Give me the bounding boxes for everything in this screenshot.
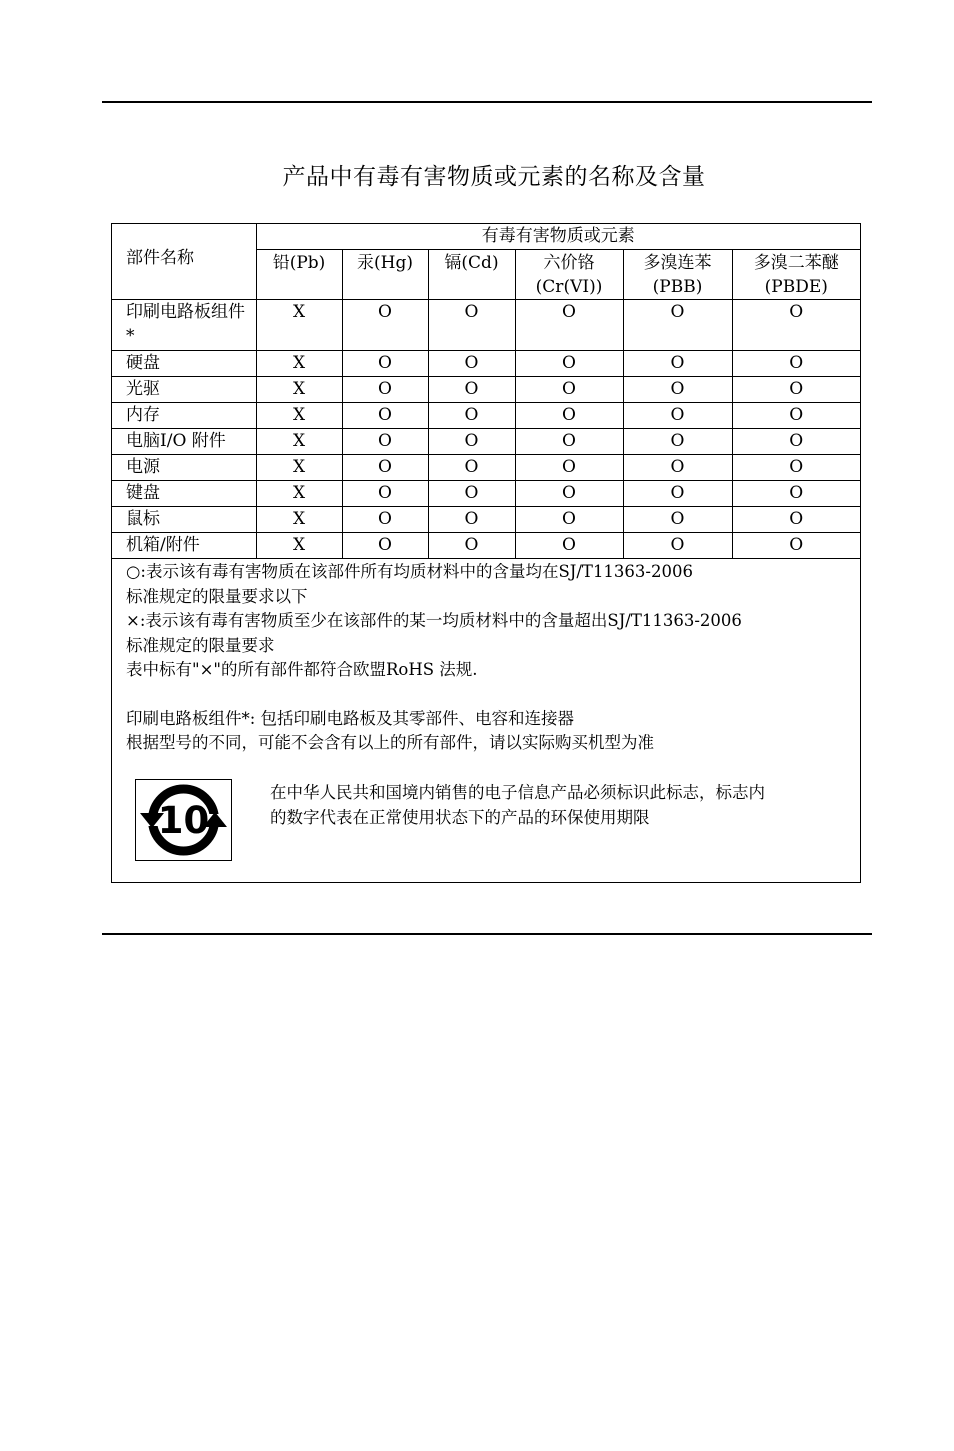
value-cell: X <box>256 403 342 429</box>
substance-header: 镉(Cd) <box>428 250 515 300</box>
value-cell: O <box>623 300 732 351</box>
value-cell: X <box>256 429 342 455</box>
value-cell: O <box>623 351 732 377</box>
substance-header: 多溴二苯醚 (PBDE) <box>732 250 860 300</box>
table-row <box>112 377 860 403</box>
substance-header: 铅(Pb) <box>256 250 342 300</box>
value-cell: O <box>515 403 623 429</box>
pcb-note: 印刷电路板组件*: 包括印刷电路板及其零部件、电容和连接器 <box>126 708 575 728</box>
part-name-cell: 电源 <box>112 455 256 481</box>
substance-header: 汞(Hg) <box>342 250 428 300</box>
value-cell: O <box>342 377 428 403</box>
value-cell: X <box>256 377 342 403</box>
value-cell: O <box>342 507 428 533</box>
logo-number: 10 <box>157 799 210 842</box>
epup-logo <box>135 779 232 861</box>
substance-header: 多溴连苯 (PBB) <box>623 250 732 300</box>
value-cell: O <box>428 429 515 455</box>
value-cell: O <box>623 455 732 481</box>
value-cell: O <box>732 533 860 559</box>
value-cell: O <box>732 351 860 377</box>
value-cell: X <box>256 351 342 377</box>
value-cell: X <box>256 300 342 351</box>
value-cell: O <box>515 300 623 351</box>
page-title: 产品中有毒有害物质或元素的名称及含量 <box>282 164 706 190</box>
substance-table-frame <box>111 223 861 883</box>
model-note: 根据型号的不同，可能不会含有以上的所有部件，请以实际购买机型为准 <box>126 733 654 752</box>
x-legend-line: 标准规定的限量要求 <box>126 635 275 655</box>
value-cell: O <box>515 507 623 533</box>
table-header-row <box>112 224 860 250</box>
value-cell: X <box>256 507 342 533</box>
part-name-cell: 光驱 <box>112 377 256 403</box>
value-cell: O <box>732 507 860 533</box>
value-cell: O <box>515 377 623 403</box>
value-cell: O <box>428 455 515 481</box>
value-cell: O <box>732 455 860 481</box>
substance-table <box>112 224 860 559</box>
value-cell: O <box>428 300 515 351</box>
top-rule <box>102 101 872 103</box>
value-cell: O <box>342 455 428 481</box>
rohs-note: 表中标有"×"的所有部件都符合欧盟RoHS 法规. <box>126 660 478 679</box>
value-cell: X <box>256 455 342 481</box>
value-cell: O <box>428 351 515 377</box>
bottom-rule <box>102 933 872 935</box>
value-cell: O <box>623 507 732 533</box>
value-cell: O <box>428 403 515 429</box>
legend-notes <box>126 560 846 756</box>
value-cell: O <box>623 533 732 559</box>
substance-group-header: 有毒有害物质或元素 <box>256 224 860 250</box>
x-legend-line: ×:表示该有毒有害物质至少在该部件的某一均质材料中的含量超出SJ/T11363-2006 <box>126 611 742 630</box>
o-legend-line: 标准规定的限量要求以下 <box>126 586 308 606</box>
value-cell: O <box>428 377 515 403</box>
value-cell: O <box>342 429 428 455</box>
value-cell: O <box>623 377 732 403</box>
value-cell: O <box>515 455 623 481</box>
spacer <box>126 683 846 707</box>
value-cell: O <box>428 533 515 559</box>
value-cell: O <box>515 429 623 455</box>
value-cell: O <box>428 507 515 533</box>
value-cell: O <box>623 429 732 455</box>
value-cell: O <box>428 481 515 507</box>
value-cell: O <box>732 429 860 455</box>
table-row <box>112 455 860 481</box>
value-cell: O <box>342 300 428 351</box>
table-row <box>112 507 860 533</box>
value-cell: O <box>515 533 623 559</box>
value-cell: O <box>732 403 860 429</box>
part-name-cell: 电脑I/O 附件 <box>112 429 256 455</box>
value-cell: O <box>515 351 623 377</box>
table-row <box>112 351 860 377</box>
table-row <box>112 533 860 559</box>
substance-header: 六价铬 (Cr(VI)) <box>515 250 623 300</box>
logo-description-line: 的数字代表在正常使用状态下的产品的环保使用期限 <box>270 808 650 827</box>
value-cell: O <box>732 481 860 507</box>
part-name-cell: 印刷电路板组件* <box>112 300 256 351</box>
logo-description-line: 在中华人民共和国境内销售的电子信息产品必须标识此标志，标志内 <box>270 783 765 802</box>
table-row <box>112 403 860 429</box>
value-cell: O <box>623 481 732 507</box>
table-row <box>112 481 860 507</box>
part-name-cell: 机箱/附件 <box>112 533 256 559</box>
part-name-cell: 鼠标 <box>112 507 256 533</box>
value-cell: O <box>623 403 732 429</box>
value-cell: O <box>732 377 860 403</box>
value-cell: O <box>342 533 428 559</box>
value-cell: O <box>342 481 428 507</box>
part-name-cell: 键盘 <box>112 481 256 507</box>
value-cell: O <box>732 300 860 351</box>
o-legend-line: ○:表示该有毒有害物质在该部件所有均质材料中的含量均在SJ/T11363-2006 <box>126 562 693 581</box>
value-cell: O <box>342 351 428 377</box>
environmental-use-period-icon <box>136 780 231 860</box>
value-cell: O <box>515 481 623 507</box>
value-cell: X <box>256 481 342 507</box>
table-row <box>112 429 860 455</box>
table-row <box>112 300 860 351</box>
value-cell: O <box>342 403 428 429</box>
part-name-header: 部件名称 <box>112 224 256 300</box>
value-cell: X <box>256 533 342 559</box>
part-name-cell: 内存 <box>112 403 256 429</box>
logo-description <box>270 780 855 830</box>
part-name-cell: 硬盘 <box>112 351 256 377</box>
